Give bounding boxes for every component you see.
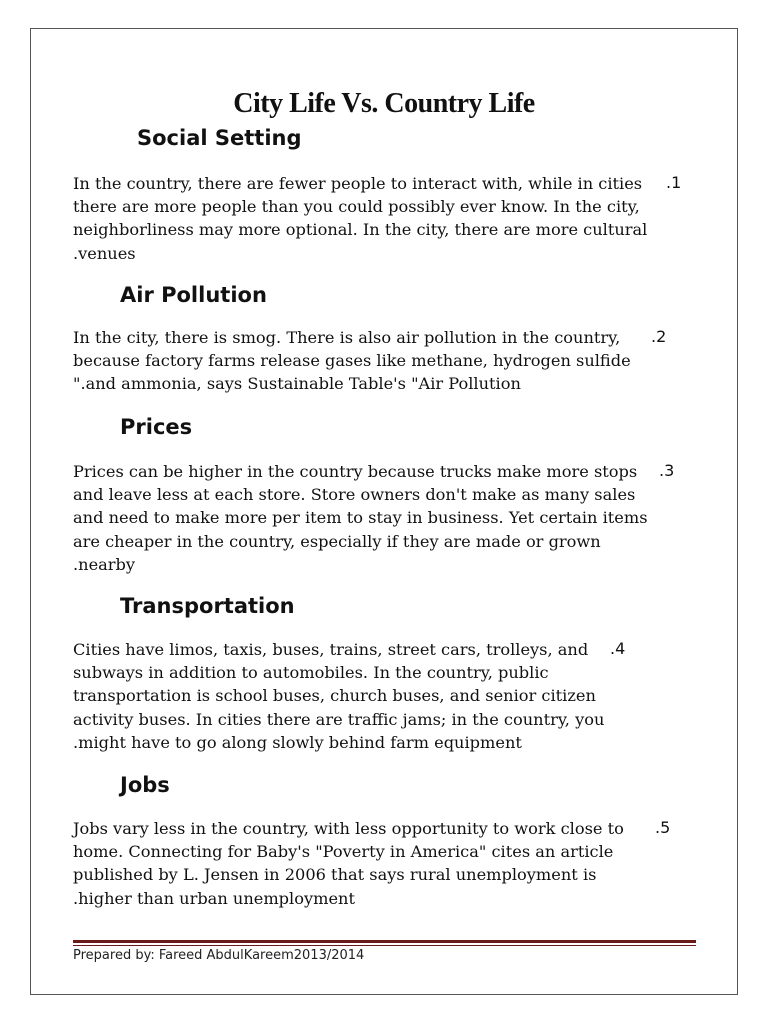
paragraph-transportation <box>73 638 663 754</box>
footer-text: Prepared by: Fareed AbdulKareem2013/2014 <box>73 948 365 963</box>
paragraph-line: Cities have limos, taxis, buses, trains, street cars, trolleys, and <box>73 640 589 659</box>
footer-rule-thick <box>73 940 696 943</box>
paragraph-line: In the city, there is smog. There is also air pollution in the country, <box>73 328 621 347</box>
paragraph-line: transportation is school buses, church buses, and senior citizen <box>73 686 596 706</box>
heading-transportation: Transportation <box>120 594 295 618</box>
paragraph-line: .higher than urban unemployment <box>73 888 355 908</box>
paragraph-line: activity buses. In cities there are traffic jams; in the country, you <box>73 709 605 729</box>
paragraph-line: home. Connecting for Baby's "Poverty in America" cites an article <box>73 842 614 862</box>
paragraph-line: .venues <box>73 243 136 263</box>
item-number: .2 <box>651 327 667 346</box>
heading-prices: Prices <box>120 415 193 439</box>
item-number: .4 <box>610 639 626 658</box>
paragraph-line: subways in addition to automobiles. In the country, public <box>73 663 549 683</box>
paragraph-line: In the country, there are fewer people to interact with, while in cities <box>73 174 643 193</box>
heading-social-setting: Social Setting <box>137 126 302 150</box>
paragraph-line: and leave less at each store. Store owners don't make as many sales <box>73 485 636 505</box>
paragraph-air-pollution <box>73 326 663 396</box>
paragraph-line: published by L. Jensen in 2006 that says rural unemployment is <box>73 865 597 885</box>
item-number: .5 <box>655 818 671 837</box>
paragraph-prices <box>73 460 663 576</box>
footer-rule-thin <box>73 945 696 946</box>
document-title: City Life Vs. Country Life <box>233 88 535 119</box>
paragraph-line: neighborliness may more optional. In the city, there are more cultural <box>73 220 648 240</box>
paragraph-line: Jobs vary less in the country, with less opportunity to work close to <box>73 819 624 838</box>
heading-jobs: Jobs <box>120 773 170 797</box>
heading-air-pollution: Air Pollution <box>120 283 267 307</box>
paragraph-line: because factory farms release gases like methane, hydrogen sulfide <box>73 351 631 371</box>
paragraph-line: and need to make more per item to stay in business. Yet certain items <box>73 508 648 528</box>
paragraph-line: are cheaper in the country, especially if they are made or grown <box>73 531 601 551</box>
paragraph-jobs <box>73 817 663 910</box>
paragraph-line: .nearby <box>73 554 136 574</box>
paragraph-social-setting <box>73 172 663 265</box>
item-number: .1 <box>666 173 682 192</box>
item-number: .3 <box>659 461 675 480</box>
paragraph-line: .might have to go along slowly behind farm equipment <box>73 732 522 752</box>
paragraph-line: Prices can be higher in the country because trucks make more stops <box>73 462 638 481</box>
paragraph-line: ".and ammonia, says Sustainable Table's "Air Pollution <box>73 374 521 394</box>
paragraph-line: there are more people than you could possibly ever know. In the city, <box>73 197 640 217</box>
